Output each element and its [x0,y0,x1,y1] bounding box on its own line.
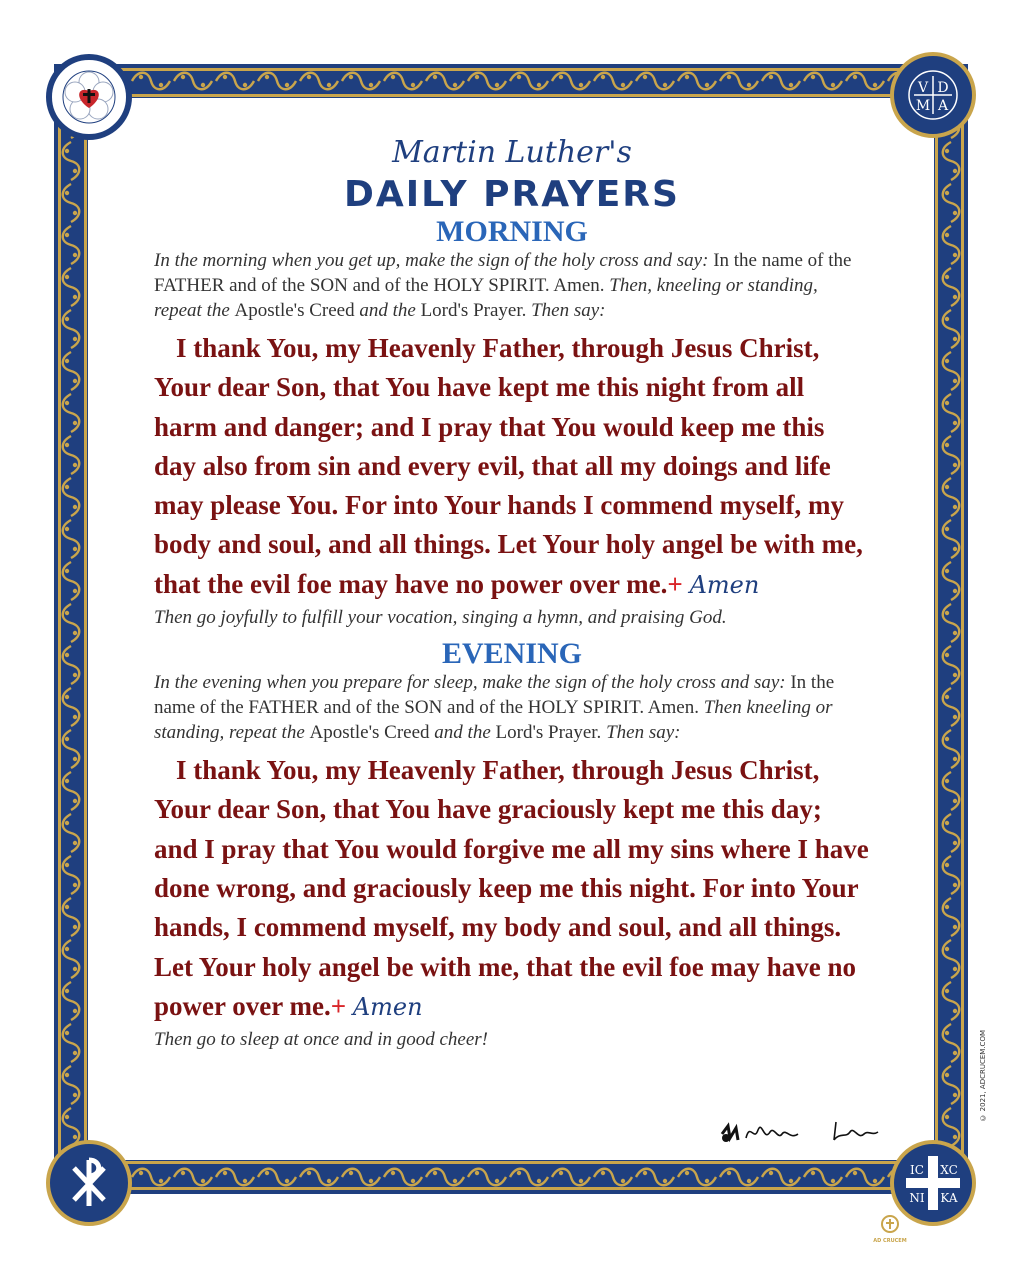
copyright-notice: © 2021, ADCRUCEM.COM [979,1030,987,1122]
bottom-scroll-ornament [88,1164,934,1190]
evening-closing: Then go to sleep at once and in good cheer! [154,1029,489,1051]
luther-rose-medallion [46,54,132,140]
icxc-letters-ic: IC [910,1163,924,1177]
cross-icon: + [330,990,347,1021]
vdma-letter-a: A [937,98,949,114]
vdma-medallion [890,52,976,138]
vdma-letter-d: D [937,80,949,96]
morning-heading: MORNING [436,215,588,248]
evening-amen: Amen [352,992,423,1021]
ad-crucem-brand-text: AD CRUCEM [873,1238,907,1244]
vdma-letter-m: M [915,98,931,114]
morning-prayer: I thank You, my Heavenly Father, through Jesus Christ, Your dear Son, that You have kept me this night from all harm and danger; and I pray that You would keep me this day also from sin and every evil, that all my doings and life may please You. For into Your hands I commend myself, my body and soul, and all things. Let Your holy angel be with me, that the evil foe may have no power over me.+ Amen [154,333,863,599]
icxc-cross-icon [894,1144,972,1222]
chi-rho-medallion [46,1140,132,1226]
morning-amen: Amen [689,570,760,599]
luther-rose-icon [52,60,126,134]
ad-crucem-logo [870,1214,910,1254]
luther-signature-icon [716,1112,886,1152]
script-title: Martin Luther's [392,135,632,170]
prayer-content [154,136,870,1052]
icxc-letters-ni: NI [909,1191,925,1205]
top-scroll-ornament [88,68,934,94]
icxc-letters-xc: XC [940,1163,958,1177]
vdma-seal-icon [894,56,972,134]
left-scroll-ornament [58,98,84,1162]
cross-icon: + [667,568,683,599]
chi-rho-icon [50,1144,128,1222]
evening-instructions: In the evening when you prepare for sleep, make the sign of the holy cross and say: In the name of the FATHER and of the SON and of the HOLY SPIRIT. Amen. Then kneeling or standing, repeat the Apostle's Creed and the Lord's Prayer. Then say: [154,672,835,744]
page-title: DAILY PRAYERS [344,174,680,215]
morning-closing: Then go joyfully to fulfill your vocation, singing a hymn, and praising God. [154,607,727,629]
evening-heading: EVENING [441,637,583,671]
icxc-letters-ka: KA [940,1191,958,1205]
vdma-letter-v: V [917,80,929,96]
morning-instructions: In the morning when you get up, make the sign of the holy cross and say: In the name of the FATHER and of the SON and of the HOLY SPIRIT. Amen. Then, kneeling or standing, repeat the Apostle's Creed and the Lord's Prayer. Then say: [154,250,852,321]
evening-prayer: I thank You, my Heavenly Father, through Jesus Christ, Your dear Son, that You have graciously kept me this day; and I pray that You would forgive me all my sins where I have done wrong, and graciously keep me this night. For into Your hands, I commend myself, my body and soul, and all things. Let Your holy angel be with me, that the evil foe may have no power over me.+ Amen [154,755,869,1021]
right-scroll-ornament [938,98,964,1162]
ad-crucem-logo-icon [880,1214,900,1234]
